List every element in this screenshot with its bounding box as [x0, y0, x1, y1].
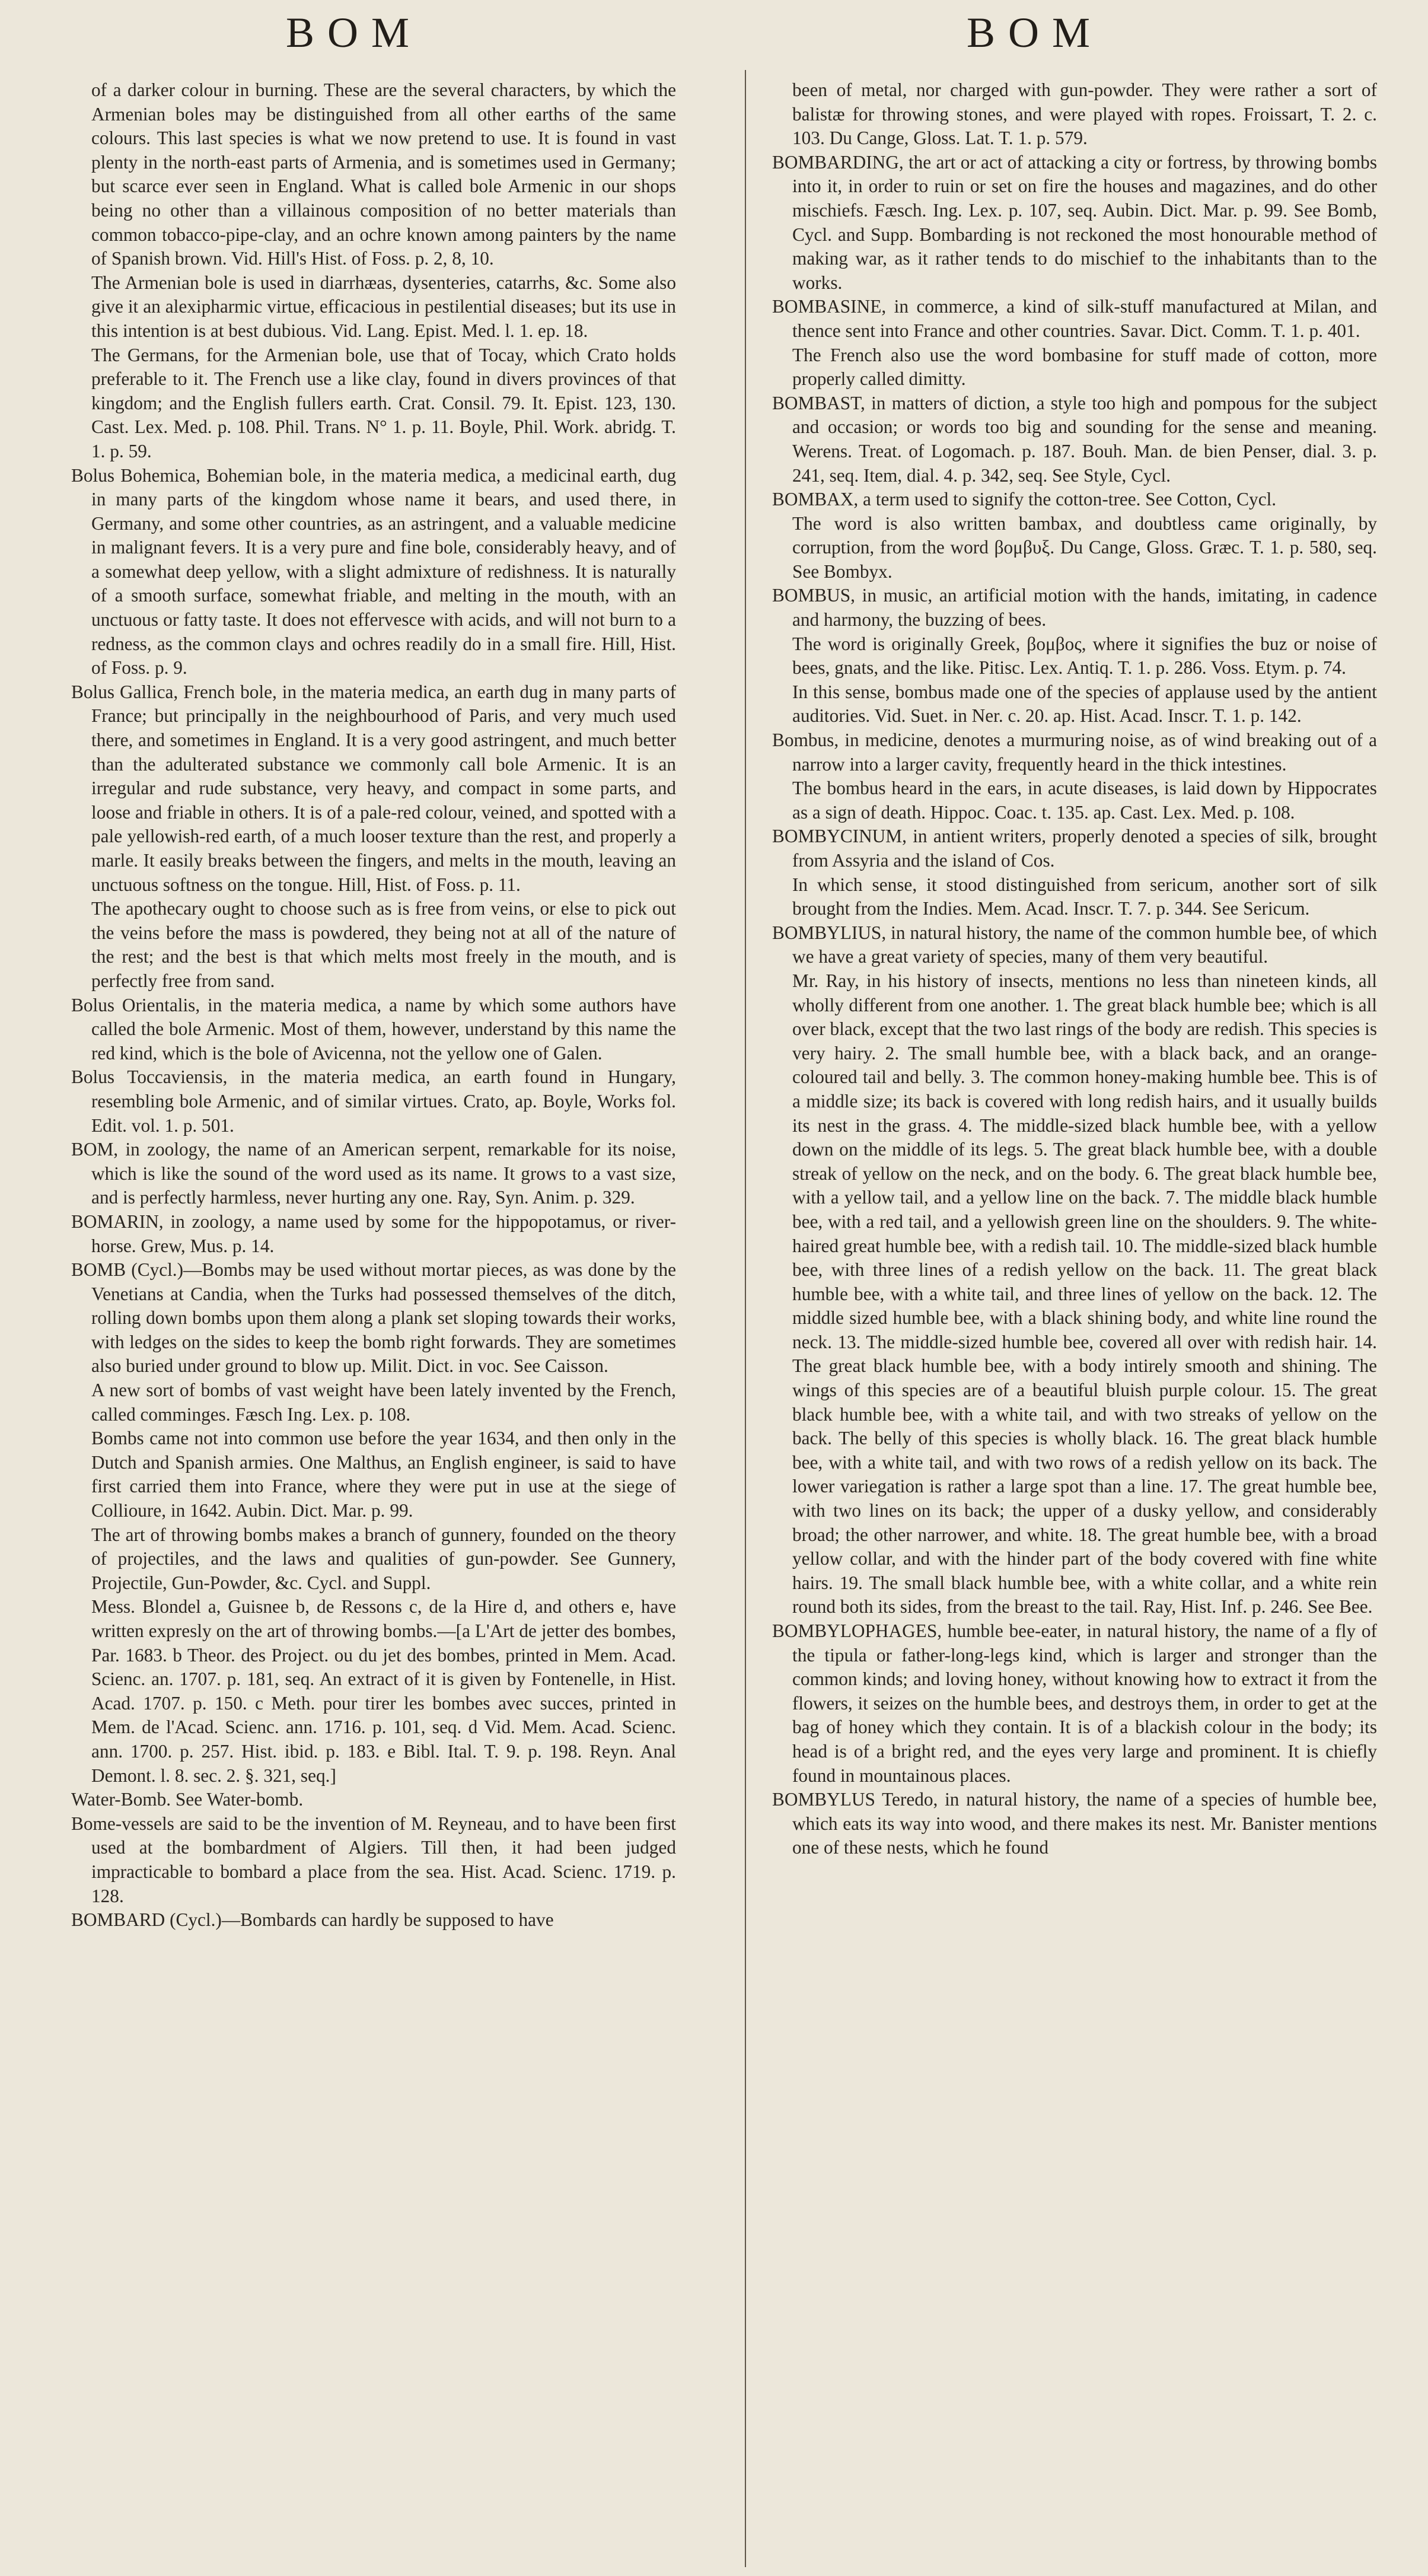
- paragraph: In this sense, bombus made one of the species of applause used by the antient auditories. Vid. Suet. in Ner. c. 20. ap. Hist. Acad. Inscr. T. 1. p. 142.: [792, 681, 1377, 727]
- paragraph: of a darker colour in burning. These are the several characters, by which the Armenian boles may be distinguished from all other earths of the same colours. This last species is what we now pretend to use. It is found in vast plenty in the north-east parts of Armenia, and is sometimes used in Germany; but scarce ever seen in England. What is called bole Armenic in our shops being no other than a villainous composition of no better materials than common tobacco-pipe-clay, and an ochre known among painters by the name of Spanish brown. Vid. Hill's Hist. of Foss. p. 2, 8, 10.: [91, 79, 676, 269]
- running-head-left: BOM: [286, 9, 423, 56]
- paragraph: Bombs came not into common use before the year 1634, and then only in the Dutch and Spanish armies. One Malthus, an English engineer, is said to have first carried them into France, where they were put in use at the siege of Collioure, in 1642. Aubin. Dict. Mar. p. 99.: [91, 1428, 676, 1521]
- entry-bombasine: BOMBASINE, in commerce, a kind of silk-stuff manufactured at Milan, and thence sent into France and other countries. Savar. Dict. Comm. T. 1. p. 401.: [772, 296, 1377, 341]
- paragraph: In which sense, it stood distinguished from sericum, another sort of silk brought from the Indies. Mem. Acad. Inscr. T. 7. p. 344. See Sericum.: [792, 874, 1377, 919]
- entry-bolus-gallica: Bolus Gallica, French bole, in the materia medica, an earth dug in many parts of France; but principally in the neighbourhood of Paris, and very much used there, and sometimes in England. It is a very good astringent, and much better than the adulterated substance we commonly call bole Armenic. It is an irregular and rude substance, very heavy, and compact in some parts, and loose and friable in others. It is of a pale-red colour, veined, and spotted with a pale yellowish-red earth, of a much looser texture than the rest, and properly a marle. It easily breaks between the fingers, and melts in the mouth, leaving an unctuous softness on the tongue. Hill, Hist. of Foss. p. 11.: [71, 681, 676, 895]
- paragraph: The bombus heard in the ears, in acute diseases, is laid down by Hippocrates as a sign of death. Hippoc. Coac. t. 135. ap. Cast. Lex. Med. p. 108.: [792, 778, 1377, 823]
- entry-bolus-orientalis: Bolus Orientalis, in the materia medica, a name by which some authors have called the bole Armenic. Most of them, however, understand by this name the red kind, which is the bole of Avicenna, not the yellow one of Galen.: [71, 994, 676, 1063]
- paragraph: A new sort of bombs of vast weight have been lately invented by the French, called comminges. Fæsch Ing. Lex. p. 108.: [91, 1380, 676, 1425]
- paragraph: The French also use the word bombasine for stuff made of cotton, more properly called dimitty.: [792, 344, 1377, 390]
- paragraph: The art of throwing bombs makes a branch of gunnery, founded on the theory of projectiles, and the laws and qualities of gun-powder. See Gunnery, Projectile, Gun-Powder, &c. Cycl. and Suppl.: [91, 1524, 676, 1593]
- entry-bombylophages: BOMBYLOPHAGES, humble bee-eater, in natural history, the name of a fly of the tipula or father-long-legs kind, which is larger and stronger than the common kinds; and loving honey, without knowing how to extract it from the flowers, it seizes on the humble bees, and destroys them, in order to get at the bag of honey which they contain. It is of a blackish colour in the body; its head is of a bright red, and the eyes very large and prominent. It is chiefly found in mountainous places.: [772, 1620, 1377, 1786]
- entry-bombarding: BOMBARDING, the art or act of attacking a city or fortress, by throwing bombs into it, in order to ruin or set on fire the houses and magazines, and do other mischiefs. Fæsch. Ing. Lex. p. 107, seq. Aubin. Dict. Mar. p. 99. See Bomb, Cycl. and Supp. Bombarding is not reckoned the most honourable method of making war, as it rather tends to do mischief to the inhabitants than to the works.: [772, 151, 1377, 293]
- entry-bombylius: BOMBYLIUS, in natural history, the name of the common humble bee, of which we have a great variety of species, many of them very beautiful.: [772, 922, 1377, 967]
- paragraph: The apothecary ought to choose such as is free from veins, or else to pick out the veins before the mass is powdered, they being not at all of the nature of the rest; and the best is that which melts most freely in the mouth, and is perfectly free from sand.: [91, 898, 676, 991]
- entry-bomarin: BOMARIN, in zoology, a name used by some for the hippopotamus, or river-horse. Grew, Mus. p. 14.: [71, 1211, 676, 1256]
- entry-bombast: BOMBAST, in matters of diction, a style too high and pompous for the subject and occasion; or words too big and sounding for the sense and meaning. Werens. Treat. of Logomach. p. 187. Bouh. Man. de bien Penser, dial. 3. p. 241, seq. Item, dial. 4. p. 342, seq. See Style, Cycl.: [772, 392, 1377, 486]
- paragraph: The word is also written bambax, and doubtless came originally, by corruption, from the word βομβυξ. Du Cange, Gloss. Græc. T. 1. p. 580, seq. See Bombyx.: [792, 512, 1377, 582]
- paragraph: Mr. Ray, in his history of insects, mentions no less than nineteen kinds, all wholly different from one another. 1. The great black humble bee; which is all over black, except that the two last rings of the body are redish. This species is very hairy. 2. The small humble bee, with a black back, and an orange-coloured tail and belly. 3. The common honey-making humble bee. This is of a middle size; its back is covered with long redish hairs, and it usually builds its nest in the grass. 4. The middle-sized black humble bee, with a yellow down on the middle of its legs. 5. The great black humble bee, with a double streak of yellow on the neck, and on the body. 6. The great black humble bee, with a yellow tail, and a yellow line on the back. 7. The middle black humble bee, with a red tail, and a yellowish green line on the shoulders. 9. The white-haired great humble bee, with a redish tail. 10. The middle-sized black humble bee, with three lines of a redish yellow on the back. 11. The great black humble bee, with a white tail, and three lines of yellow on the back. 12. The middle sized humble bee, with a black shining body, and white line round the neck. 13. The middle-sized humble bee, covered all over with redish hair. 14. The great black humble bee, with a body intirely smooth and shining. The wings of this species are of a beautiful bluish purple colour. 15. The great black humble bee, with a white tail, and with two streaks of yellow on the back. The belly of this species is wholly black. 16. The great black humble bee, with a white tail, and with two rows of a redish yellow on its back. The lower variegation is rather a large spot than a line. 17. The great humble bee, with two lines on its back; the upper of a dusky yellow, and considerably broad; the other narrower, and white. 18. The great humble bee, with a broad yellow collar, and with the hinder part of the body covered with fine white hairs. 19. The small black humble bee, with a white collar, and a white rein round both its sides, from the breast to the tail. Ray, Hist. Inf. p. 246. See Bee.: [792, 970, 1377, 1617]
- entry-bombus-medicine: Bombus, in medicine, denotes a murmuring noise, as of wind breaking out of a narrow into a larger cavity, frequently heard in the thick intestines.: [772, 730, 1377, 775]
- entry-bombax: BOMBAX, a term used to signify the cotton-tree. See Cotton, Cycl.: [772, 489, 1277, 510]
- entry-bombycinum: BOMBYCINUM, in antient writers, properly denoted a species of silk, brought from Assyria and the island of Cos.: [772, 826, 1377, 871]
- column-divider: [745, 70, 746, 2567]
- right-column: [772, 78, 1377, 2567]
- entry-bombylus-teredo: BOMBYLUS Teredo, in natural history, the name of a species of humble bee, which eats its way into wood, and there makes its nest. Mr. Banister mentions one of these nests, which he found: [772, 1789, 1377, 1858]
- entry-water-bomb: Water-Bomb. See Water-bomb.: [71, 1789, 304, 1810]
- entry-bolus-bohemica: Bolus Bohemica, Bohemian bole, in the materia medica, a medicinal earth, dug in many parts of the kingdom whose name it bears, and used there, in Germany, and some other countries, as an astringent, and a valuable medicine in malignant fevers. It is a very pure and fine bole, considerably heavy, and of a somewhat deep yellow, with a slight admixture of redishness. It is naturally of a smooth surface, somewhat friable, and melting in the mouth, with an unctuous or fatty taste. It does not effervesce with acids, and will not burn to a redness, as the common clays and ochres readily do in a small fire. Hill, Hist. of Foss. p. 9.: [71, 464, 676, 679]
- entry-bombard: BOMBARD (Cycl.)—Bombards can hardly be supposed to have: [71, 1909, 554, 1931]
- entry-bom: BOM, in zoology, the name of an American serpent, remarkable for its noise, which is like the sound of the word used as its name. It grows to a vast size, and is perfectly harmless, never hurting any one. Ray, Syn. Anim. p. 329.: [71, 1139, 676, 1208]
- entry-bolus-toccaviensis: Bolus Toccaviensis, in the materia medica, an earth found in Hungary, resembling bole Armenic, and of similar virtues. Crato, ap. Boyle, Works fol. Edit. vol. 1. p. 501.: [71, 1066, 676, 1136]
- entry-bomb: BOMB (Cycl.)—Bombs may be used without mortar pieces, as was done by the Venetians at Candia, when the Turks had possessed themselves of the ditch, rolling down bombs upon them along a plank set sloping towards their works, with ledges on the sides to keep the bomb right forwards. They are sometimes also buried under ground to blow up. Milit. Dict. in voc. See Caisson.: [71, 1259, 676, 1377]
- paragraph: The word is originally Greek, βομβος, where it signifies the buz or noise of bees, gnats, and the like. Pitisc. Lex. Antiq. T. 1. p. 286. Voss. Etym. p. 74.: [792, 633, 1377, 679]
- running-head-right: BOM: [967, 9, 1104, 56]
- paragraph: The Germans, for the Armenian bole, use that of Tocay, which Crato holds preferable to it. The French use a like clay, found in divers provinces of that kingdom; and the English fullers earth. Crat. Consil. 79. It. Epist. 123, 130. Cast. Lex. Med. p. 108. Phil. Trans. N° 1. p. 11. Boyle, Phil. Work. abridg. T. 1. p. 59.: [91, 344, 676, 461]
- entry-bombus: BOMBUS, in music, an artificial motion with the hands, imitating, in cadence and harmony, the buzzing of bees.: [772, 585, 1377, 631]
- paragraph: been of metal, nor charged with gun-powder. They were rather a sort of balistæ for throwing stones, and were played with ropes. Froissart, T. 2. c. 103. Du Cange, Gloss. Lat. T. 1. p. 579.: [792, 79, 1377, 149]
- left-column: [71, 78, 676, 2567]
- entry-bome-vessels: Bome-vessels are said to be the invention of M. Reyneau, and to have been first used at the bombardment of Algiers. Till then, it had been judged impracticable to bombard a place from the sea. Hist. Acad. Scienc. 1719. p. 128.: [71, 1813, 676, 1906]
- paragraph: The Armenian bole is used in diarrhæas, dysenteries, catarrhs, &c. Some also give it an alexipharmic virtue, efficacious in pestilential diseases; but its use in this intention is at best dubious. Vid. Lang. Epist. Med. l. 1. ep. 18.: [91, 272, 676, 341]
- paragraph: Mess. Blondel a, Guisnee b, de Ressons c, de la Hire d, and others e, have written expresly on the art of throwing bombs.—[a L'Art de jetter des bombes, Par. 1683. b Theor. des Project. ou du jet des bombes, printed in Mem. Acad. Scienc. an. 1707. p. 181, seq. An extract of it is given by Fontenelle, in Hist. Acad. 1707. p. 150. c Meth. pour tirer les bombes avec succes, printed in Mem. de l'Acad. Scienc. ann. 1716. p. 101, seq. d Vid. Mem. Acad. Scienc. ann. 1700. p. 257. Hist. ibid. p. 183. e Bibl. Ital. T. 9. p. 198. Reyn. Anal Demont. l. 8. sec. 2. §. 321, seq.]: [91, 1596, 676, 1786]
